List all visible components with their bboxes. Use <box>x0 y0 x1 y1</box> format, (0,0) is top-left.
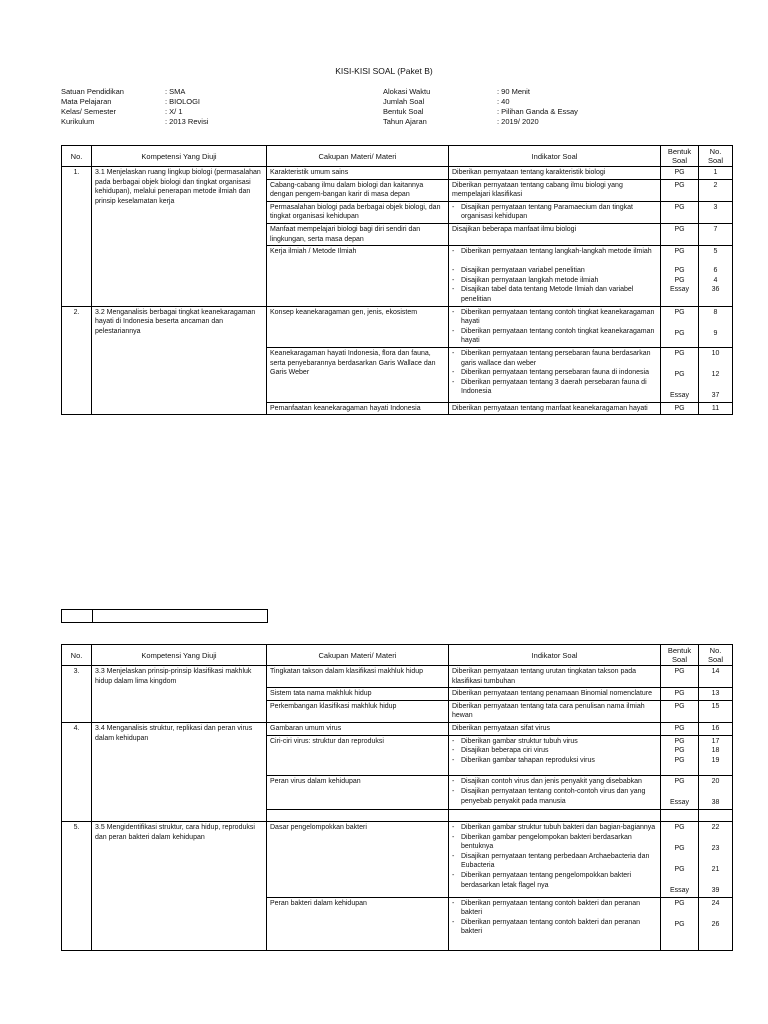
materi-cell: Keanekaragaman hayati Indonesia, flora dan fauna, serta penyebarannya berdasarkan Garis Wallace dan Garis Weber <box>267 347 449 402</box>
kisi-kisi-table-2 <box>61 644 733 951</box>
nosoal-cell: 11 <box>699 402 733 415</box>
empty-cell <box>699 809 733 821</box>
nosoal-cell: 16 <box>699 722 733 735</box>
indikator-cell: Diberikan pernyataan tentang urutan tingkatan takson pada klasifikasi tumbuhan <box>449 666 661 688</box>
indikator-item: - Diberikan gambar struktur tubuh bakteri dan bagian-bagiannya <box>452 823 657 833</box>
nosoal-cell <box>699 246 733 306</box>
nosoal-item: 18 <box>711 747 720 755</box>
nosoal-item: 22 <box>711 823 720 831</box>
nosoal-item: 6 <box>713 267 718 275</box>
indikator-item: - Diberikan pernyataan tentang 3 daerah persebaran fauna di Indonesia <box>452 378 657 397</box>
meta-value: : SMA <box>165 87 186 96</box>
bentuk-item: PG <box>674 844 685 852</box>
indikator-item: - Disajikan pernyataan variabel penelitian <box>452 266 657 276</box>
indikator-cell: Diberikan pernyataan tentang manfaat keanekaragaman hayati <box>449 402 661 415</box>
nosoal-item: 10 <box>711 349 720 357</box>
bentuk-item: Essay <box>669 391 690 399</box>
row-number: 2. <box>62 306 92 415</box>
empty-cell <box>449 809 661 821</box>
materi-cell: Karakteristik umum sains <box>267 167 449 180</box>
header-nosoal: No. Soal <box>699 645 733 666</box>
nosoal-cell <box>699 821 733 897</box>
table-row <box>62 306 733 347</box>
nosoal-cell: 14 <box>699 666 733 688</box>
bentuk-cell: PG <box>661 223 699 245</box>
bentuk-item: Essay <box>669 886 690 894</box>
bentuk-item: Essay <box>669 799 690 807</box>
header-indikator: Indikator Soal <box>449 645 661 666</box>
row-number: 1. <box>62 167 92 307</box>
meta-value: : X/ 1 <box>165 107 183 116</box>
nosoal-item: 39 <box>711 886 720 894</box>
empty-cell <box>267 809 449 821</box>
meta-label: Kelas/ Semester <box>61 107 117 116</box>
header-bentuk: Bentuk Soal <box>661 645 699 666</box>
spacer <box>452 765 657 774</box>
nosoal-item: 12 <box>711 370 720 378</box>
indikator-item: - Disajikan beberapa ciri virus <box>452 746 657 756</box>
indikator-item: - Diberikan pernyataan tentang langkah-langkah metode ilmiah <box>452 247 657 266</box>
kisi-kisi-table-1 <box>61 145 733 415</box>
indikator-item: - Disajikan pernyataan tentang Paramaecium dan tingkat organisasi kehidupan <box>452 203 657 222</box>
materi-cell: Perkembangan klasifikasi makhluk hidup <box>267 700 449 722</box>
bentuk-item: PG <box>674 899 685 907</box>
materi-cell: Dasar pengelompokkan bakteri <box>267 821 449 897</box>
indikator-item: - Disajikan pernyataan tentang contoh-contoh virus dan yang penyebab penyakit pada manusia <box>452 787 657 806</box>
empty-box <box>61 609 268 623</box>
meta-value: : 90 Menit <box>497 87 530 96</box>
materi-cell: Ciri-ciri virus: struktur dan reproduksi <box>267 735 449 776</box>
bentuk-item: PG <box>674 349 685 357</box>
table-row <box>62 666 733 688</box>
bentuk-item: PG <box>674 267 685 275</box>
indikator-cell: Disajikan beberapa manfaat ilmu biologi <box>449 223 661 245</box>
bentuk-item: PG <box>674 778 685 786</box>
materi-cell: Peran virus dalam kehidupan <box>267 776 449 810</box>
header-kompetensi: Kompetensi Yang Diuji <box>92 146 267 167</box>
bentuk-item: Essay <box>669 286 690 294</box>
indikator-item: - Diberikan gambar pengelompokan bakteri berdasarkan bentuknya <box>452 833 657 852</box>
bentuk-item: PG <box>674 756 685 764</box>
indikator-cell: Diberikan pernyataan tentang karakteristik biologi <box>449 167 661 180</box>
materi-cell: Sistem tata nama makhluk hidup <box>267 688 449 701</box>
row-number: 3. <box>62 666 92 723</box>
indikator-cell <box>449 821 661 897</box>
indikator-cell <box>449 776 661 810</box>
kompetensi-cell: 3.1 Menjelaskan ruang lingkup biologi (permasalahan pada berbagai objek biologi dan tingkat organisasi kehidupan), melalui penerapan metode ilmiah dan prinsip keselamatan kerja <box>92 167 267 307</box>
bentuk-cell <box>661 306 699 347</box>
indikator-item: - Diberikan pernyataan tentang persebaran fauna berdasarkan garis wallace dan weber <box>452 349 657 368</box>
nosoal-cell: 13 <box>699 688 733 701</box>
bentuk-cell: PG <box>661 666 699 688</box>
bentuk-item: PG <box>674 276 685 284</box>
indikator-cell: Diberikan pernyataan tentang penamaan Binomial nomenclature <box>449 688 661 701</box>
bentuk-cell <box>661 735 699 776</box>
bentuk-item: PG <box>674 248 685 256</box>
meta-value: : 40 <box>497 97 510 106</box>
table-row <box>62 167 733 180</box>
table-row <box>62 821 733 897</box>
bentuk-item: PG <box>674 865 685 873</box>
bentuk-item: PG <box>674 920 685 928</box>
indikator-cell: Diberikan pernyataan sifat virus <box>449 722 661 735</box>
bentuk-item: PG <box>674 823 685 831</box>
nosoal-cell: 7 <box>699 223 733 245</box>
kompetensi-cell: 3.5 Mengidentifikasi struktur, cara hidup, reproduksi dan peran bakteri dalam kehidupan <box>92 821 267 950</box>
nosoal-item: 5 <box>713 248 718 256</box>
header-bentuk: Bentuk Soal <box>661 146 699 167</box>
kompetensi-cell: 3.2 Menganalisis berbagai tingkat keanekaragaman hayati di Indonesia beserta ancaman dan pelestariannya <box>92 306 267 415</box>
indikator-item: - Diberikan pernyataan tentang contoh tingkat keanekaragaman hayati <box>452 308 657 327</box>
kompetensi-cell: 3.4 Menganalisis struktur, replikasi dan peran virus dalam kehidupan <box>92 722 267 821</box>
indikator-item: - Diberikan pernyataan tentang contoh tingkat keanekaragaman hayati <box>452 327 657 346</box>
meta-label: Bentuk Soal <box>383 107 424 116</box>
table-header-row <box>62 146 733 167</box>
header-kompetensi: Kompetensi Yang Diuji <box>92 645 267 666</box>
nosoal-item: 38 <box>711 799 720 807</box>
nosoal-item: 37 <box>711 391 720 399</box>
meta-left <box>61 87 208 127</box>
meta-value: : BIOLOGI <box>165 97 201 106</box>
indikator-item: - Disajikan pernyataan langkah metode ilmiah <box>452 276 657 286</box>
nosoal-item: 23 <box>711 844 720 852</box>
bentuk-cell <box>661 821 699 897</box>
bentuk-item: PG <box>674 737 685 745</box>
indikator-cell <box>449 347 661 402</box>
nosoal-item: 20 <box>711 778 720 786</box>
materi-cell: Kerja ilmiah / Metode Ilmiah <box>267 246 449 306</box>
indikator-cell <box>449 897 661 950</box>
materi-cell: Cabang-cabang ilmu dalam biologi dan kaitannya dengan pengem-bangan karir di masa depan <box>267 179 449 201</box>
nosoal-cell: 1 <box>699 167 733 180</box>
indikator-item: - Diberikan pernyataan tentang contoh bakteri dan peranan bakteri <box>452 918 657 937</box>
meta-value: : Pilihan Ganda & Essay <box>497 107 578 116</box>
header-no: No. <box>62 146 92 167</box>
nosoal-item: 36 <box>711 286 720 294</box>
header-no: No. <box>62 645 92 666</box>
bentuk-cell: PG <box>661 402 699 415</box>
meta-label: Mata Pelajaran <box>61 97 112 106</box>
bentuk-cell <box>661 347 699 402</box>
nosoal-cell: 3 <box>699 201 733 223</box>
nosoal-item: 9 <box>713 329 718 337</box>
meta-label: Alokasi Waktu <box>383 87 431 96</box>
meta-value: : 2013 Revisi <box>165 117 209 126</box>
indikator-cell: Diberikan pernyataan tentang tata cara penulisan nama ilmiah hewan <box>449 700 661 722</box>
meta-label: Satuan Pendidikan <box>61 87 124 96</box>
indikator-item: - Diberikan gambar struktur tubuh virus <box>452 737 657 747</box>
nosoal-cell <box>699 735 733 776</box>
bentuk-cell: PG <box>661 201 699 223</box>
nosoal-item: 8 <box>713 308 718 316</box>
nosoal-item: 26 <box>711 920 720 928</box>
bentuk-cell: PG <box>661 688 699 701</box>
meta-label: Kurikulum <box>61 117 95 126</box>
row-number: 4. <box>62 722 92 821</box>
materi-cell: Tingkatan takson dalam klasifikasi makhluk hidup <box>267 666 449 688</box>
indikator-item: - Disajikan tabel data tentang Metode Ilmiah dan variabel penelitian <box>452 285 657 304</box>
meta-label: Jumlah Soal <box>383 97 425 106</box>
materi-cell: Gambaran umum virus <box>267 722 449 735</box>
indikator-cell <box>449 735 661 776</box>
materi-cell: Permasalahan biologi pada berbagai objek biologi, dan tingkat organisasi kehidupan <box>267 201 449 223</box>
bentuk-cell: PG <box>661 179 699 201</box>
indikator-item: - Diberikan pernyataan tentang persebaran fauna di indonesia <box>452 368 657 378</box>
materi-cell: Pemanfaatan keanekaragaman hayati Indonesia <box>267 402 449 415</box>
nosoal-item: 24 <box>711 899 720 907</box>
bentuk-item: PG <box>674 747 685 755</box>
empty-cell <box>661 809 699 821</box>
bentuk-cell: PG <box>661 700 699 722</box>
header-indikator: Indikator Soal <box>449 146 661 167</box>
nosoal-cell <box>699 306 733 347</box>
indikator-cell <box>449 246 661 306</box>
nosoal-cell <box>699 897 733 950</box>
bentuk-item: PG <box>674 370 685 378</box>
header-materi: Cakupan Materi/ Materi <box>267 146 449 167</box>
bentuk-item: PG <box>674 329 685 337</box>
header-nosoal: No. Soal <box>699 146 733 167</box>
materi-cell: Konsep keanekaragaman gen, jenis, ekosistem <box>267 306 449 347</box>
nosoal-item: 21 <box>711 865 720 873</box>
nosoal-item: 4 <box>713 276 718 284</box>
materi-cell: Manfaat mempelajari biologi bagi diri sendiri dan lingkungan, serta masa depan <box>267 223 449 245</box>
indikator-item: - Disajikan contoh virus dan jenis penyakit yang disebabkan <box>452 777 657 787</box>
kompetensi-cell: 3.3 Menjelaskan prinsip-prinsip klasifikasi makhluk hidup dalam lima kingdom <box>92 666 267 723</box>
indikator-item: - Diberikan pernyataan tentang pengelompokkan bakteri berdasarkan letak flagel nya <box>452 871 657 890</box>
indikator-cell <box>449 201 661 223</box>
bentuk-cell <box>661 776 699 810</box>
nosoal-cell <box>699 347 733 402</box>
nosoal-cell <box>699 776 733 810</box>
nosoal-cell: 2 <box>699 179 733 201</box>
header-materi: Cakupan Materi/ Materi <box>267 645 449 666</box>
bentuk-cell <box>661 897 699 950</box>
row-number: 5. <box>62 821 92 950</box>
materi-cell: Peran bakteri dalam kehidupan <box>267 897 449 950</box>
meta-value: : 2019/ 2020 <box>497 117 539 126</box>
nosoal-item: 19 <box>711 756 720 764</box>
empty-box-divider <box>92 610 93 622</box>
bentuk-cell <box>661 246 699 306</box>
table-header-row <box>62 645 733 666</box>
indikator-item: - Diberikan gambar tahapan reproduksi virus <box>452 756 657 766</box>
bentuk-cell: PG <box>661 722 699 735</box>
table-row <box>62 722 733 735</box>
indikator-item: - Disajikan pernyataan tentang perbedaan Archaebacteria dan Eubacteria <box>452 852 657 871</box>
meta-right <box>383 87 578 127</box>
meta-label: Tahun Ajaran <box>383 117 427 126</box>
nosoal-item: 17 <box>711 737 720 745</box>
bentuk-cell: PG <box>661 167 699 180</box>
indikator-item: - Diberikan pernyataan tentang contoh bakteri dan peranan bakteri <box>452 899 657 918</box>
indikator-cell <box>449 306 661 347</box>
document-title: KISI-KISI SOAL (Paket B) <box>335 66 433 76</box>
indikator-cell: Diberikan pernyataan tentang cabang ilmu biologi yang mempelajari klasifikasi <box>449 179 661 201</box>
nosoal-cell: 15 <box>699 700 733 722</box>
bentuk-item: PG <box>674 308 685 316</box>
